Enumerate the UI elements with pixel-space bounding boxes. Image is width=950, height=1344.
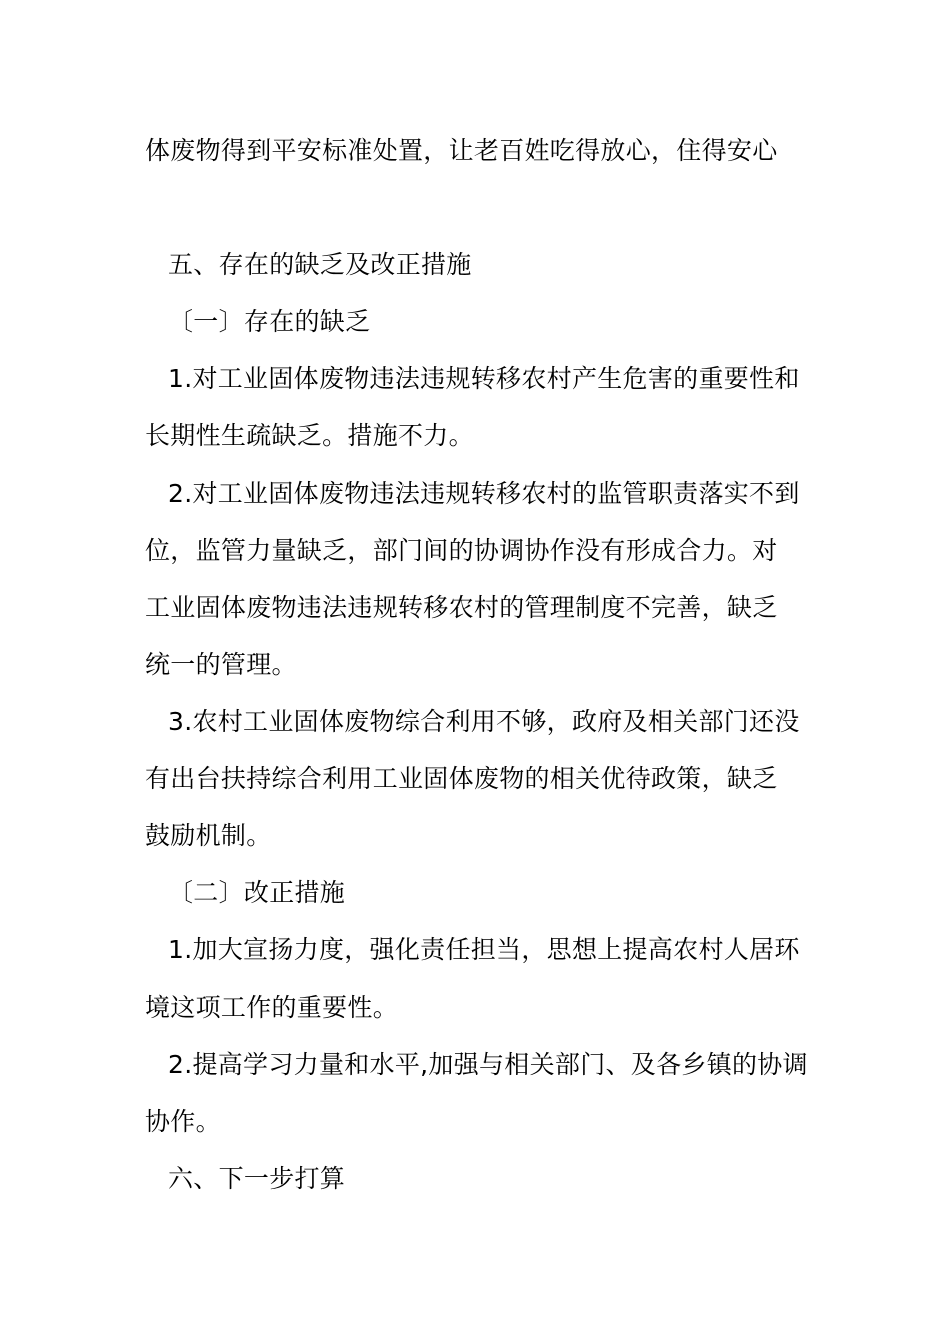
- measure-item-2-line-1: 2.提高学习力量和水平,加强与相关部门、及各乡镇的协调: [168, 1050, 808, 1079]
- section-heading-6: 六、下一步打算: [168, 1164, 346, 1193]
- list-item-1-line-2: 长期性生疏缺乏。措施不力。: [145, 421, 474, 450]
- list-item-3-line-2: 有出台扶持综合利用工业固体废物的相关优待政策，缺乏: [145, 764, 778, 793]
- paragraph-continuation: 体废物得到平安标准处置，让老百姓吃得放心，住得安心: [145, 136, 778, 165]
- measure-item-1-line-2: 境这项工作的重要性。: [145, 993, 399, 1022]
- list-item-2-line-1: 2.对工业固体废物违法违规转移农村的监管职责落实不到: [168, 479, 800, 508]
- list-item-1-line-1: 1.对工业固体废物违法违规转移农村产生危害的重要性和: [168, 364, 800, 393]
- section-heading-5: 五、存在的缺乏及改正措施: [168, 250, 472, 279]
- measure-item-1-line-1: 1.加大宣扬力度，强化责任担当，思想上提高农村人居环: [168, 935, 800, 964]
- list-item-2-line-2: 位，监管力量缺乏，部门间的协调协作没有形成合力。对: [145, 536, 778, 565]
- list-item-3-line-1: 3.农村工业固体废物综合利用不够，政府及相关部门还没: [168, 707, 800, 736]
- subsection-heading-2: 〔二〕改正措施: [168, 878, 346, 907]
- list-item-2-line-4: 统一的管理。: [145, 650, 297, 679]
- list-item-3-line-3: 鼓励机制。: [145, 821, 272, 850]
- list-item-2-line-3: 工业固体废物违法违规转移农村的管理制度不完善，缺乏: [145, 593, 778, 622]
- measure-item-2-line-2: 协作。: [145, 1107, 221, 1136]
- subsection-heading-1: 〔一〕存在的缺乏: [168, 307, 371, 336]
